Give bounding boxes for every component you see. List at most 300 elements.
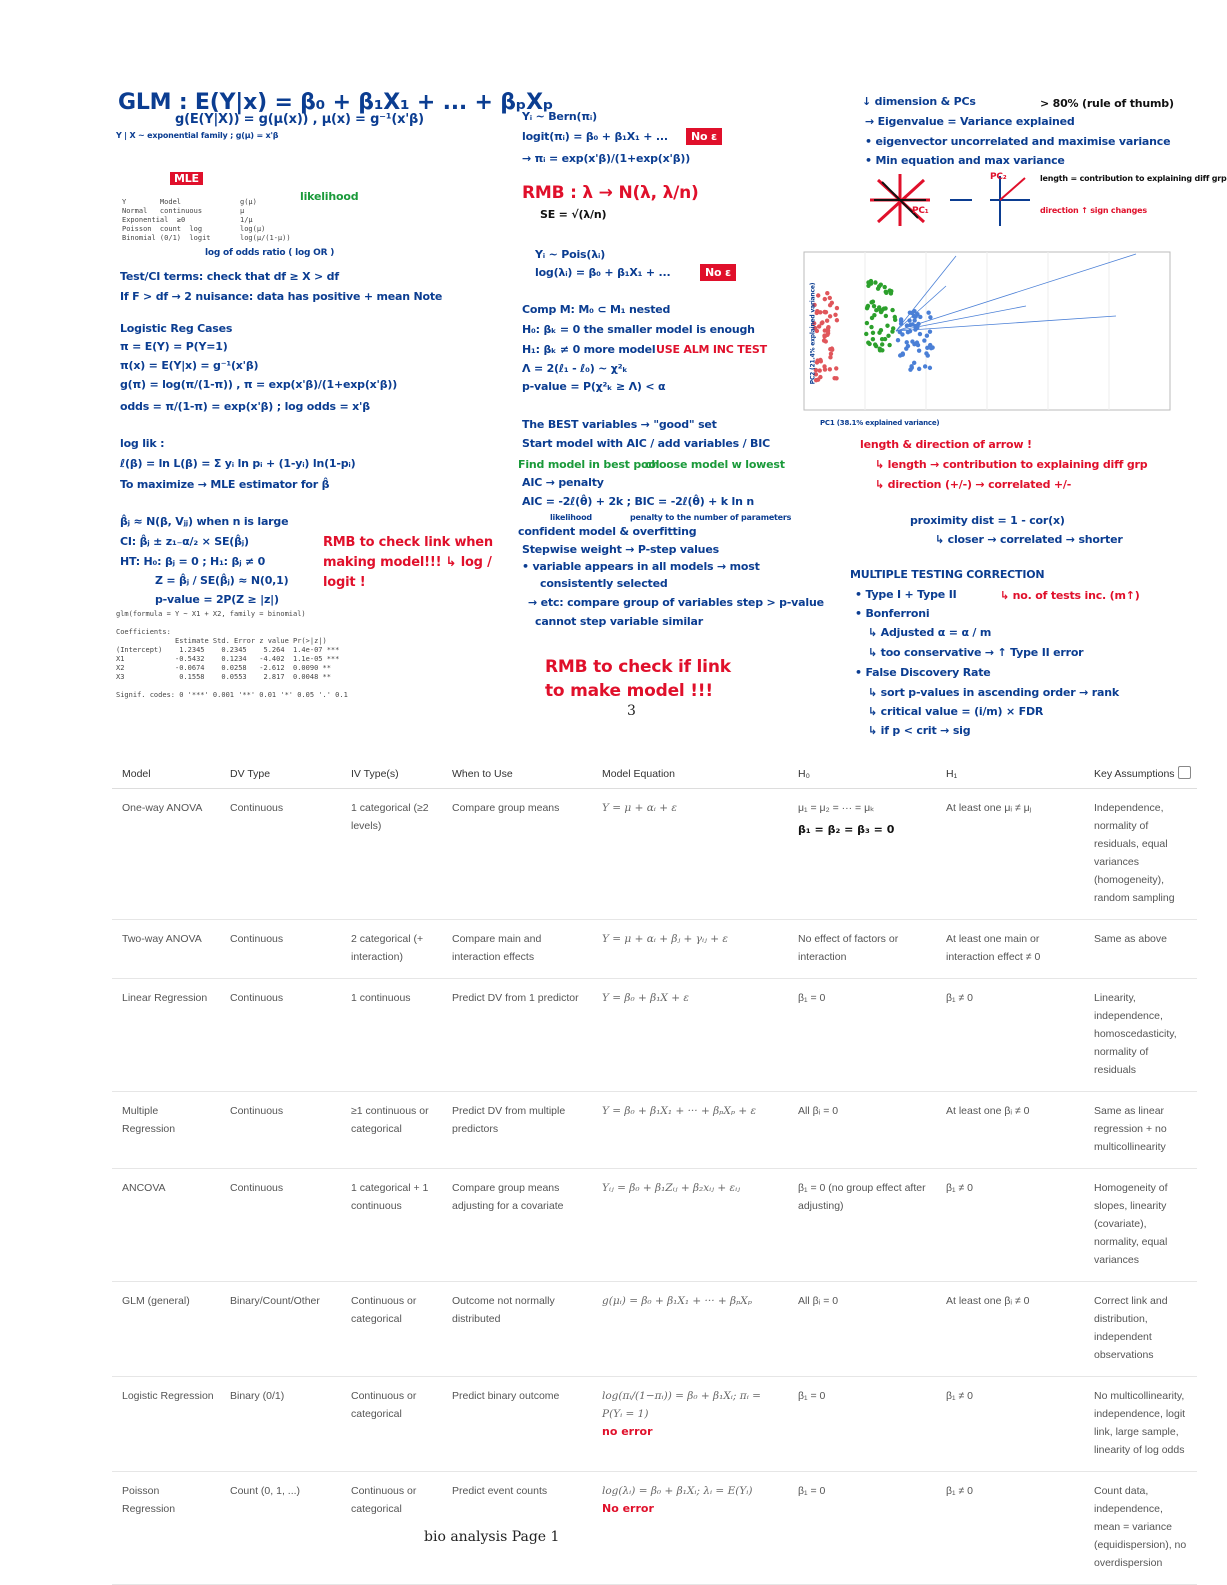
cell-dv-type [220,979,341,1092]
cell-iv-types-text: 1 categorical (≥2 levels) [351,802,429,832]
scatter-point [896,338,900,342]
cell-when [442,1169,592,1282]
cell-iv-types [341,1169,442,1282]
mt-title: MULTIPLE TESTING CORRECTION [850,568,1045,581]
comp-line4: p-value = P(χ²ₖ ≥ Λ) < α [522,380,666,393]
rmb-se: SE = √(λ/n) [540,208,607,221]
loglik-line2: To maximize → MLE estimator for β̂ [120,478,330,491]
cell-model-text: Two-way ANOVA [122,933,202,945]
scatter-point [817,324,821,328]
cell-dv-type-text: Count (0, 1, ...) [230,1485,301,1497]
scatter-point [906,344,910,348]
cell-model [112,920,220,979]
comp-red: USE ALM INC TEST [656,343,767,356]
cell-assumptions-text: Linearity, independence, homoscedasticity, normality of residuals [1094,992,1177,1076]
aic-green-2: choose model w lowest [645,458,785,471]
var-line2: If F > df → 2 nuisance: data has positive + mean Note [120,290,443,303]
scatter-point [830,346,834,350]
scatter-point [879,310,883,314]
handwritten-notes [0,0,1227,745]
pois-tag2: No ε [700,264,736,281]
scatter-point [899,317,903,321]
scatter-point [835,306,839,310]
cell-h1-text: β₁ ≠ 0 [946,992,974,1004]
scatter-point [917,348,921,352]
cell-h0 [788,920,936,979]
cell-h1-text: At least one βᵢ ≠ 0 [946,1105,1030,1117]
table-row [112,789,1197,920]
cell-when [442,1282,592,1377]
scatter-point [879,328,883,332]
mt-line2: • Bonferroni [855,607,930,620]
header-when: When to Use [442,762,592,789]
scatter-point [928,329,932,333]
mt-red: ↳ no. of tests inc. (m↑) [1000,589,1140,602]
scatter-ylabel: PC2 (21.4% explained variance) [809,282,817,385]
cell-h1 [936,920,1084,979]
cell-h0 [788,979,936,1092]
cell-dv-type-text: Binary/Count/Other [230,1295,320,1307]
cell-dv-type [220,920,341,979]
scatter-point [912,361,916,365]
scatter-point [918,332,922,336]
pois-line3: → πᵢ = exp(x'β)/(1+exp(x'β)) [522,152,691,165]
cell-h0 [788,1282,936,1377]
cell-dv-type-text: Continuous [230,992,284,1004]
cell-h1-text: β₁ ≠ 0 [946,1182,974,1194]
cell-h1 [936,1377,1084,1472]
scatter-point [901,351,905,355]
pca-red-note: direction ↑ sign changes [1040,206,1147,215]
cell-model [112,1472,220,1585]
scatter-point [823,310,827,314]
wald-line5: p-value = 2P(Z ≥ |z|) [155,593,279,606]
scatter-point [887,343,891,347]
cell-equation-text: Y = μ + αᵢ + βⱼ + γᵢⱼ + ε [602,933,728,945]
table-row [112,920,1197,979]
scatter-point [922,338,926,342]
pca-note: length = contribution to explaining diff grp [1040,174,1227,183]
cell-model [112,789,220,920]
cell-when-text: Compare main and interaction effects [452,933,542,963]
cell-dv-type-text: Continuous [230,1182,284,1194]
scatter-point [816,293,820,297]
cell-h0-text: β₁ = 0 [798,1485,826,1497]
r-output: glm(formula = Y ~ X1 + X2, family = binomial) Coefficients: Estimate Std. Error z value Pr(>|z|) (Intercept) 1.2345 0.2345 5.264 1.4e-07 *** X1 -0.5432 0.1234 -4.402 1.1e-05 *** X2 -0.0674 0.0258 -2.612 0.0090 ** X3 0.1558 0.0553 2.817 0.0048 ** Signif. codes: 0 '***' 0.001 '**' 0.01 '*' 0.05 '.' 0.1 [116,610,348,699]
mt-line8: ↳ if p < crit → sig [868,724,971,737]
scatter-point [890,308,894,312]
cell-h0-text: All βᵢ = 0 [798,1105,839,1117]
cell-iv-types [341,979,442,1092]
mt-line1: • Type I + Type II [855,588,957,601]
glm-link: g(E(Y|X)) = g(μ(x)) , μ(x) = g⁻¹(x'β) [175,112,424,127]
cell-h1-text: β₁ ≠ 0 [946,1390,974,1402]
pca-line6: length & direction of arrow ! [860,438,1032,451]
pca-line7: ↳ length → contribution to explaining diff grp [875,458,1148,471]
logistic-line2: π(x) = E(Y|x) = g⁻¹(x'β) [120,359,259,372]
scatter-point [877,284,881,288]
scatter-point [828,367,832,371]
pois-line2: logit(πᵢ) = β₀ + β₁X₁ + ... [522,130,668,143]
cell-dv-type-text: Continuous [230,1105,284,1117]
cell-equation-text: Y = β₀ + β₁X + ε [602,992,690,1004]
header-h1: H₁ [936,762,1084,789]
cell-h0 [788,789,936,920]
cell-iv-types-text: Continuous or categorical [351,1485,417,1515]
cell-h0-text: β₁ = 0 [798,992,826,1004]
model-reference-table [112,762,1197,1585]
cell-h1 [936,789,1084,920]
scatter-point [864,332,868,336]
cell-iv-types-text: 1 categorical + 1 continuous [351,1182,429,1212]
handwritten-eq-note: no error [602,1425,653,1438]
glm-red-tag: MLE [170,172,203,185]
scatter-point [915,340,919,344]
cell-equation-text: log(λᵢ) = β₀ + β₁Xᵢ; λᵢ = E(Yᵢ) [602,1485,753,1497]
cell-iv-types [341,920,442,979]
cell-h1 [936,1282,1084,1377]
var-line1: Test/CI terms: check that df ≥ X > df [120,270,339,283]
header-equation: Model Equation [592,762,788,789]
scatter-point [880,342,884,346]
aic-line7: • variable appears in all models → most [522,560,760,573]
page-footer: bio analysis Page 1 [424,1529,560,1545]
cell-dv-type [220,789,341,920]
page-number: 3 [627,703,636,719]
cell-iv-types-text: 2 categorical (+ interaction) [351,933,424,963]
pca-label-2: PC₂ [990,172,1007,182]
glm-blue-small: log of odds ratio ( log OR ) [205,248,335,258]
aic-line2: Start model with AIC / add variables / BIC [522,437,770,450]
scatter-point [918,315,922,319]
table-row [112,979,1197,1092]
scatter-point [923,364,927,368]
cell-assumptions [1084,1282,1197,1377]
scatter-point [866,284,870,288]
scatter-point [865,306,869,310]
cell-assumptions [1084,1377,1197,1472]
pca-line1: ↓ dimension & PCs [862,95,976,108]
cell-iv-types [341,789,442,920]
cell-dv-type-text: Binary (0/1) [230,1390,285,1402]
cell-equation [592,789,788,920]
rmb-link2-note: RMB to check if link to make model !!! [545,657,731,701]
pois-line4: Yᵢ ~ Pois(λᵢ) [535,248,606,261]
cell-assumptions-text: No multicollinearity, independence, logit link, large sample, linearity of log odds [1094,1390,1186,1456]
table-row [112,1169,1197,1282]
cell-equation [592,1282,788,1377]
scatter-point [823,297,827,301]
cell-equation [592,1092,788,1169]
scatter-point [826,331,830,335]
scatter-point [873,280,877,284]
handwritten-h0-note: β₁ = β₂ = β₃ = 0 [798,823,895,836]
scatter-point [884,314,888,318]
cell-assumptions-text: Independence, normality of residuals, equal variances (homogeneity), random sampling [1094,802,1175,904]
cell-when-text: Predict binary outcome [452,1390,560,1402]
scatter-point [871,337,875,341]
cell-h0 [788,1377,936,1472]
cell-model [112,1282,220,1377]
rmb-normal: RMB : λ → N(λ, λ/n) [522,183,699,203]
cell-when [442,1092,592,1169]
cell-h1 [936,1092,1084,1169]
logistic-line1: π = E(Y) = P(Y=1) [120,340,228,353]
pca-line5: > 80% (rule of thumb) [1040,97,1174,110]
cell-iv-types-text: Continuous or categorical [351,1295,417,1325]
cell-assumptions-text: Count data, independence, mean = variance (equidispersion), no overdispersion [1094,1485,1187,1569]
scatter-point [889,291,893,295]
scatter-point [835,318,839,322]
cell-assumptions [1084,1092,1197,1169]
scatter-point [878,348,882,352]
scatter-point [883,285,887,289]
wald-line4: Z = β̂ⱼ / SE(β̂ⱼ) ≈ N(0,1) [155,574,289,587]
cell-equation [592,1169,788,1282]
pca-label-1: PC₁ [912,206,929,216]
cell-h0 [788,1092,936,1169]
comp-title: Comp M: M₀ ⊂ M₁ nested [522,303,671,316]
cell-iv-types-text: ≥1 continuous or categorical [351,1105,429,1135]
cell-iv-types-text: Continuous or categorical [351,1390,417,1420]
loglik-title: log lik : [120,437,165,450]
cell-dv-type-text: Continuous [230,802,284,814]
scatter-point [926,311,930,315]
logistic-line4: odds = π/(1-π) = exp(x'β) ; log odds = x'β [120,400,370,413]
scatter-point [884,291,888,295]
cell-dv-type [220,1282,341,1377]
pois-line5: log(λᵢ) = β₀ + β₁X₁ + ... [535,266,671,279]
mt-line7: ↳ critical value = (i/m) × FDR [868,705,1044,718]
aic-line4: AIC = -2ℓ(θ̂) + 2k ; BIC = -2ℓ(θ̂) + k ln n [522,495,755,508]
cell-h0-text: μ₁ = μ₂ = ··· = μₖ [798,802,875,814]
cell-h1 [936,1169,1084,1282]
cell-iv-types [341,1092,442,1169]
mt-line4: ↳ too conservative → ↑ Type II error [868,646,1084,659]
handwritten-eq-note: No error [602,1502,654,1515]
cell-when-text: Compare group means adjusting for a covariate [452,1182,564,1212]
scatter-point [823,367,827,371]
wald-line2: CI: β̂ⱼ ± z₁₋α/₂ × SE(β̂ⱼ) [120,535,249,548]
scatter-point [908,367,912,371]
scatter-point [885,324,889,328]
header-iv-types: IV Type(s) [341,762,442,789]
cell-equation [592,979,788,1092]
cell-when [442,789,592,920]
cell-when [442,979,592,1092]
table-header-row [112,762,1197,789]
cell-model-text: Logistic Regression [122,1390,214,1402]
cell-equation-text: g(μᵢ) = β₀ + β₁X₁ + ··· + βₚXₚ [602,1295,752,1307]
wald-line1: β̂ⱼ ≈ N(β, Vⱼⱼ) when n is large [120,515,289,528]
cell-dv-type [220,1092,341,1169]
cell-iv-types-text: 1 continuous [351,992,411,1004]
cell-h1-text: At least one βᵢ ≠ 0 [946,1295,1030,1307]
scatter-point [825,319,829,323]
cell-assumptions-text: Correct link and distribution, independent observations [1094,1295,1168,1361]
logistic-title: Logistic Reg Cases [120,322,233,335]
scatter-point [883,337,887,341]
scatter-loading-arrow [896,254,1136,331]
comp-line2: H₁: βₖ ≠ 0 more model [522,343,656,356]
pca-scatter-plot [786,246,1176,426]
scatter-point [870,316,874,320]
cell-iv-types [341,1472,442,1585]
scatter-point [865,321,869,325]
cell-when-text: Outcome not normally distributed [452,1295,555,1325]
cell-when [442,1472,592,1585]
aic-line9: → etc: compare group of variables step > p-value [528,596,824,609]
cell-equation-text: log(πᵢ/(1−πᵢ)) = β₀ + β₁Xᵢ; πᵢ = P(Yᵢ = 1) [602,1390,761,1420]
aic-line6: Stepwise weight → P-step values [522,543,719,556]
logistic-line3: g(π) = log(π/(1-π)) , π = exp(x'β)/(1+exp(x'β)) [120,378,398,391]
scatter-point [828,314,832,318]
scatter-point [882,306,886,310]
scatter-point [917,367,921,371]
pca-line2: → Eigenvalue = Variance explained [865,115,1075,128]
aic-line10: cannot step variable similar [535,615,703,628]
cell-model-text: One-way ANOVA [122,802,203,814]
cell-equation [592,1472,788,1585]
cell-when-text: Predict DV from multiple predictors [452,1105,566,1135]
scatter-point [867,342,871,346]
aic-small-1: likelihood [550,513,592,522]
cell-when [442,1377,592,1472]
cell-dv-type-text: Continuous [230,933,284,945]
scatter-point [833,313,837,317]
cell-iv-types [341,1377,442,1472]
mt-line3: ↳ Adjusted α = α / m [868,626,992,639]
pca-line10: ↳ closer → correlated → shorter [935,533,1123,546]
scatter-point [871,331,875,335]
cell-model-text: Multiple Regression [122,1105,176,1135]
pca-line4: • Min equation and max variance [865,154,1065,167]
cell-assumptions [1084,1472,1197,1585]
rmb-link-note: RMB to check link when making model!!! ↳ log / logit ! [323,535,493,590]
scatter-point [830,301,834,305]
header-assumptions: Key Assumptions [1084,762,1197,789]
cell-equation-text: Yᵢⱼ = β₀ + β₁Zᵢⱼ + β₂xᵢⱼ + εᵢⱼ [602,1182,741,1194]
cell-h0-text: β₁ = 0 [798,1390,826,1402]
aic-line1: The BEST variables → "good" set [522,418,717,431]
glm-table-fine: Y Model g(μ) Normal continuous μ Exponential ≥0 1/μ Poisson count log log(μ) Binomial (0/1) logit log(μ/(1-μ)) [122,198,291,242]
cell-when [442,920,592,979]
cell-h0-text: All βᵢ = 0 [798,1295,839,1307]
comp-line3: Λ = 2(ℓ₁ - ℓ₀) ~ χ²ₖ [522,362,628,375]
cell-assumptions-text: Same as linear regression + no multicollinearity [1094,1105,1167,1153]
pca-line9: proximity dist = 1 - cor(x) [910,514,1065,527]
loglik-line1: ℓ(β) = ln L(β) = Σ yᵢ ln pᵢ + (1-yᵢ) ln(1-pᵢ) [120,457,356,470]
aic-small-2: penalty to the number of parameters [630,513,792,522]
scatter-point [818,375,822,379]
glm-fine: Y | X ~ exponential family ; g(μ) = x'β [116,131,279,140]
scatter-point [925,346,929,350]
cell-h1 [936,979,1084,1092]
cell-h0-text: β₁ = 0 (no group effect after adjusting) [798,1182,926,1212]
scatter-point [872,304,876,308]
table-row [112,1377,1197,1472]
scatter-point [822,333,826,337]
aic-green-1: Find model in best pool [518,458,660,471]
scatter-point [834,366,838,370]
scatter-point [825,291,829,295]
cell-model [112,1377,220,1472]
aic-line3: AIC → penalty [522,476,604,489]
cell-assumptions-text: Same as above [1094,933,1167,945]
table-row [112,1282,1197,1377]
table-row [112,1472,1197,1585]
cell-equation [592,1377,788,1472]
header-dv-type: DV Type [220,762,341,789]
cell-h0 [788,1169,936,1282]
mt-line6: ↳ sort p-values in ascending order → rank [868,686,1119,699]
cell-h1 [936,1472,1084,1585]
scatter-point [869,279,873,283]
cell-when-text: Compare group means [452,802,560,814]
cell-when-text: Predict DV from 1 predictor [452,992,579,1004]
cell-assumptions [1084,920,1197,979]
scatter-point [893,315,897,319]
scatter-point [869,300,873,304]
cell-iv-types [341,1282,442,1377]
pois-tag: No ε [686,128,722,145]
scatter-point [822,338,826,342]
scatter-point [928,366,932,370]
pois-line1: Yᵢ ~ Bern(πᵢ) [522,110,597,123]
cell-model-text: Linear Regression [122,992,208,1004]
header-model: Model [112,762,220,789]
aic-line5: confident model & overfitting [518,525,697,538]
glm-header: GLM : E(Y|x) = β₀ + β₁X₁ + ... + βₚXₚ [118,90,554,115]
header-h0: H₀ [788,762,936,789]
scatter-point [928,315,932,319]
scatter-point [926,353,930,357]
scatter-point [828,296,832,300]
scatter-point [829,352,833,356]
table-row [112,1092,1197,1169]
cell-assumptions-text: Homogeneity of slopes, linearity (covariate), normality, equal variances [1094,1182,1168,1266]
wald-line3: HT: H₀: βⱼ = 0 ; H₁: βⱼ ≠ 0 [120,555,266,568]
cell-model-text: GLM (general) [122,1295,190,1307]
scatter-point [869,325,873,329]
scatter-point [912,318,916,322]
comp-line1: H₀: βₖ = 0 the smaller model is enough [522,323,755,336]
aic-line8: consistently selected [540,577,668,590]
scatter-point [818,368,822,372]
cell-model [112,1169,220,1282]
cell-h1-text: At least one main or interaction effect ≠ 0 [946,933,1041,963]
cell-model-text: Poisson Regression [122,1485,176,1515]
pca-line3: • eigenvector uncorrelated and maximise variance [865,135,1171,148]
scatter-point [930,345,934,349]
scatter-point [925,334,929,338]
scatter-point [873,342,877,346]
cell-equation [592,920,788,979]
cell-equation-text: Y = β₀ + β₁X₁ + ··· + βₚXₚ + ε [602,1105,757,1117]
cell-h1-text: At least one μᵢ ≠ μⱼ [946,802,1032,814]
scatter-point [905,340,909,344]
scatter-point [832,376,836,380]
cell-model [112,979,220,1092]
cell-h1-text: β₁ ≠ 0 [946,1485,974,1497]
cell-assumptions [1084,979,1197,1092]
cell-equation-text: Y = μ + αᵢ + ε [602,802,678,814]
cell-h0 [788,1472,936,1585]
cell-assumptions [1084,789,1197,920]
pca-line8: ↳ direction (+/-) → correlated +/- [875,478,1072,491]
cell-h0-text: No effect of factors or interaction [798,933,899,963]
cell-assumptions [1084,1169,1197,1282]
